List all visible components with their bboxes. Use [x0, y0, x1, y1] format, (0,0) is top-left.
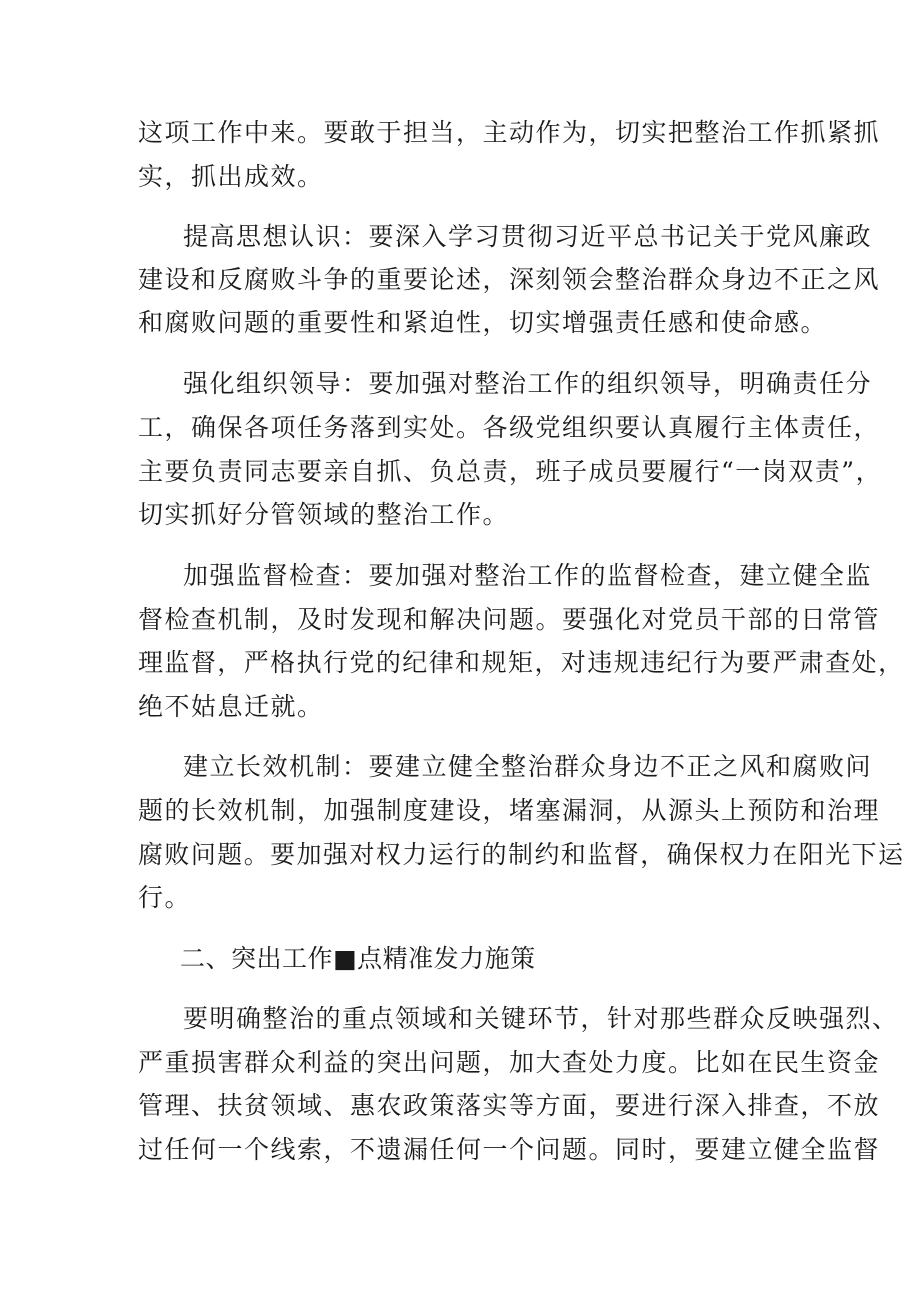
paragraph-4-line-3: 理监督，严格执行党的纪律和规矩，对违规违纪行为要严肃查处， [138, 648, 905, 677]
paragraph-3-line-3: 主要负责同志要亲自抓、负总责，班子成员要履行“一岗双责”， [138, 457, 883, 486]
paragraph-3-line-4: 切实抓好分管领域的整治工作。 [138, 500, 510, 529]
paragraph-2-line-1: 提高思想认识：要深入学习贯彻习近平总书记关于党风廉政 [183, 222, 873, 251]
paragraph-2-line-2: 建设和反腐败斗争的重要论述，深刻领会整治群众身边不正之风 [138, 265, 881, 294]
paragraph-1-line-2: 实，抓出成效。 [138, 162, 324, 191]
paragraph-5-line-1: 建立长效机制：要建立健全整治群众身边不正之风和腐败问 [183, 752, 873, 781]
paragraph-5-line-2: 题的长效机制，加强制度建设，堵塞漏洞，从源头上预防和治理 [138, 796, 881, 825]
paragraph-6-line-1: 要明确整治的重点领域和关键环节，针对那些群众反映强烈、 [183, 1004, 899, 1033]
paragraph-6-line-3: 管理、扶贫领域、惠农政策落实等方面，要进行深入排查，不放 [138, 1091, 881, 1120]
paragraph-1-line-1: 这项工作中来。要敢于担当，主动作为，切实把整治工作抓紧抓 [138, 118, 881, 147]
paragraph-5-line-3: 腐败问题。要加强对权力运行的制约和监督，确保权力在阳光下运 [138, 840, 905, 869]
paragraph-3-line-1: 强化组织领导：要加强对整治工作的组织领导，明确责任分 [183, 369, 873, 398]
paragraph-6-line-4: 过任何一个线索，不遗漏任何一个问题。同时，要建立健全监督 [138, 1135, 881, 1164]
paragraph-5-line-4: 行。 [138, 883, 192, 912]
paragraph-4-line-1: 加强监督检查：要加强对整治工作的监督检查，建立健全监 [183, 561, 873, 590]
paragraph-6-line-2: 严重损害群众利益的突出问题，加大查处力度。比如在民生资金 [138, 1048, 881, 1077]
section-heading: 二、突出工作■点精准发力施策 [180, 944, 536, 973]
paragraph-2-line-3: 和腐败问题的重要性和紧迫性，切实增强责任感和使命感。 [138, 308, 828, 337]
paragraph-4-line-4: 绝不姑息迁就。 [138, 692, 324, 721]
paragraph-4-line-2: 督检查机制，及时发现和解决问题。要强化对党员干部的日常管 [138, 605, 881, 634]
paragraph-3-line-2: 工，确保各项任务落到实处。各级党组织要认真履行主体责任， [138, 413, 881, 442]
